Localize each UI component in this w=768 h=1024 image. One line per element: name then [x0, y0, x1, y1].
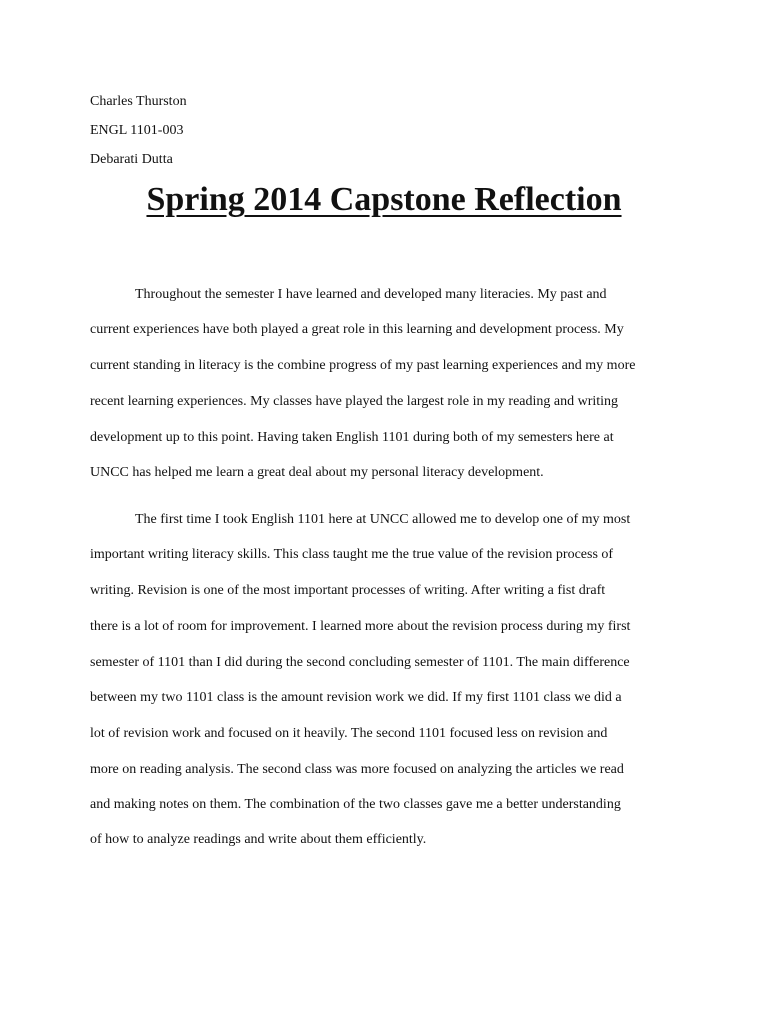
- paragraph-2-line-1: The first time I took English 1101 here at UNCC allowed me to develop one of my most: [135, 512, 631, 527]
- paragraph-2-line-2: important writing literacy skills. This class taught me the true value of the revision process of: [90, 547, 614, 562]
- paragraph-1-line-1: Throughout the semester I have learned and developed many literacies. My past and: [135, 287, 607, 302]
- paragraph-2-line-7: lot of revision work and focused on it heavily. The second 1101 focused less on revision and: [90, 726, 608, 741]
- author-name: Charles Thurston: [90, 94, 187, 109]
- paragraph-2-line-5: semester of 1101 than I did during the second concluding semester of 1101. The main difference: [90, 655, 630, 670]
- paragraph-2-line-3: writing. Revision is one of the most important processes of writing. After writing a fist draft: [90, 583, 606, 598]
- paragraph-2-line-4: there is a lot of room for improvement. I learned more about the revision process during my first: [90, 619, 631, 634]
- paragraph-1-line-2: current experiences have both played a great role in this learning and development process. My: [90, 322, 624, 337]
- paragraph-1-line-4: recent learning experiences. My classes have played the largest role in my reading and writing: [90, 394, 619, 409]
- paragraph-2-line-10: of how to analyze readings and write about them efficiently.: [90, 832, 427, 847]
- paragraph-1-line-5: development up to this point. Having taken English 1101 during both of my semesters here at: [90, 430, 614, 445]
- paragraph-2-line-6: between my two 1101 class is the amount revision work we did. If my first 1101 class we did a: [90, 690, 622, 705]
- paragraph-2-line-9: and making notes on them. The combination of the two classes gave me a better understanding: [90, 797, 621, 812]
- document-title-text: Spring 2014 Capstone Reflection: [146, 181, 622, 218]
- instructor-name: Debarati Dutta: [90, 152, 173, 167]
- paragraph-1-line-6: UNCC has helped me learn a great deal about my personal literacy development.: [90, 465, 544, 480]
- document-title: [0, 180, 768, 220]
- paragraph-1-line-3: current standing in literacy is the combine progress of my past learning experiences and my more: [90, 358, 636, 373]
- paragraph-2-line-8: more on reading analysis. The second class was more focused on analyzing the articles we read: [90, 762, 624, 777]
- course-code: ENGL 1101-003: [90, 123, 184, 138]
